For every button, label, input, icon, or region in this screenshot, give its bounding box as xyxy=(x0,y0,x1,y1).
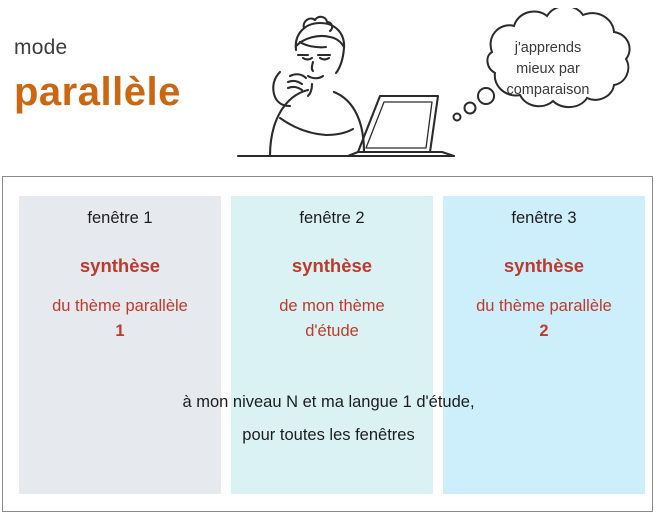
column-synthese-label: synthèse xyxy=(291,255,373,276)
bubble-line-3: comparaison xyxy=(506,82,590,99)
column-header: fenêtre 2 xyxy=(299,209,365,227)
windows-panel xyxy=(2,176,653,512)
thought-bubble-text xyxy=(446,38,650,101)
column-subtitle-line-1: du thème parallèle xyxy=(476,297,612,315)
column-subtitle xyxy=(231,294,433,344)
column-header: fenêtre 3 xyxy=(511,209,577,227)
mode-title: parallèle xyxy=(14,70,181,114)
columns-container xyxy=(3,177,654,513)
column-header: fenêtre 1 xyxy=(87,209,153,227)
column-subtitle-line-1: de mon thème xyxy=(279,297,385,315)
column-subtitle xyxy=(19,294,221,344)
mode-label: mode xyxy=(14,36,68,59)
column-subtitle xyxy=(443,294,645,344)
window-column-2[interactable] xyxy=(231,196,433,494)
panel-footer xyxy=(3,393,654,445)
bubble-line-2: mieux par xyxy=(516,61,580,78)
footer-line-2: pour toutes les fenêtres xyxy=(242,426,415,444)
window-column-1[interactable] xyxy=(19,196,221,494)
student-at-laptop-illustration xyxy=(208,6,458,174)
column-subtitle-line-2: 1 xyxy=(115,321,125,340)
window-column-3[interactable] xyxy=(443,196,645,494)
column-subtitle-line-2: 2 xyxy=(539,321,549,340)
thought-bubble xyxy=(446,8,650,126)
column-subtitle-line-2: d'étude xyxy=(305,321,359,340)
column-synthese-label: synthèse xyxy=(503,255,585,276)
column-subtitle-line-1: du thème parallèle xyxy=(52,297,188,315)
header-section xyxy=(0,0,657,176)
column-synthese-label: synthèse xyxy=(79,255,161,276)
bubble-line-1: j'apprends xyxy=(514,40,582,56)
footer-line-1: à mon niveau N et ma langue 1 d'étude, xyxy=(182,393,475,411)
